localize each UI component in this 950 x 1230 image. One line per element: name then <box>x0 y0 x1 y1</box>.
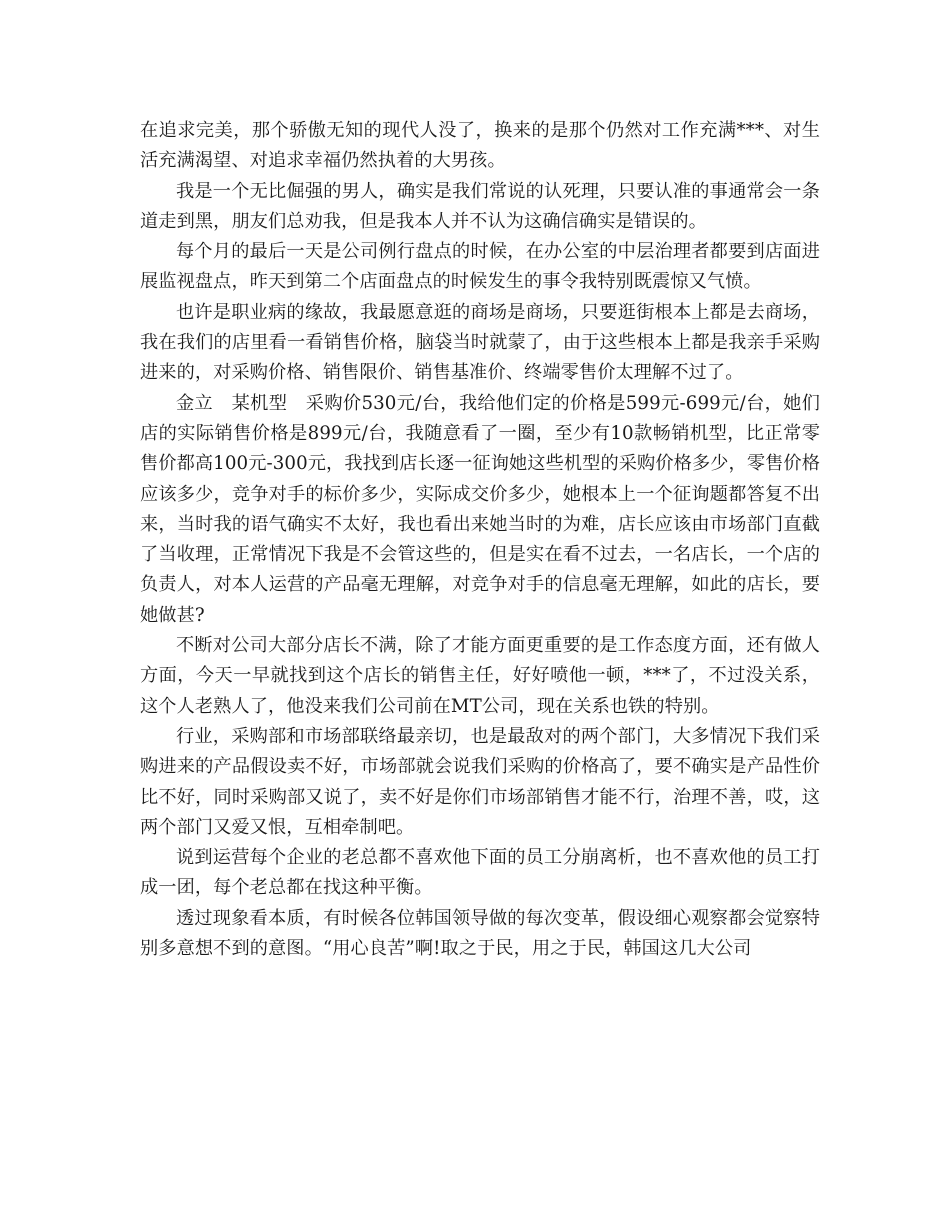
paragraph: 行业，采购部和市场部联络最亲切，也是最敌对的两个部门，大多情况下我们采购进来的产品假设卖不好，市场部就会说我们采购的价格高了，要不确实是产品性价比不好，同时采购部又说了，卖不好是你们市场部销售才能不行，治理不善，哎，这两个部门又爱又恨，互相牵制吧。 <box>140 725 820 838</box>
paragraph: 说到运营每个企业的老总都不喜欢他下面的员工分崩离析，也不喜欢他的员工打成一团，每个老总都在找这种平衡。 <box>140 847 820 899</box>
paragraph: 也许是职业病的缘故，我最愿意逛的商场是商场，只要逛街根本上都是去商场，我在我们的店里看一看销售价格，脑袋当时就蒙了，由于这些根本上都是我亲手采购进来的，对采购价格、销售限价、销售基准价、终端零售价太理解不过了。 <box>140 301 820 384</box>
paragraph: 透过现象看本质，有时候各位韩国领导做的每次变革，假设细心观察都会觉察特别多意想不到的意图。“用心良苦”啊!取之于民，用之于民，韩国这几大公司 <box>140 907 820 960</box>
paragraph: 不断对公司大部分店长不满，除了才能方面更重要的是工作态度方面，还有做人方面，今天一早就找到这个店长的销售主任，好好喷他一顿，***了，不过没关系，这个人老熟人了，他没来我们公司前在MT公司，现在关系也铁的特别。 <box>140 635 820 717</box>
paragraph: 在追求完美，那个骄傲无知的现代人没了，换来的是那个仍然对工作充满***、对生活充满渴望、对追求幸福仍然执着的大男孩。 <box>140 120 820 172</box>
paragraph: 每个月的最后一天是公司例行盘点的时候，在办公室的中层治理者都要到店面进展监视盘点，昨天到第二个店面盘点的时候发生的事令我特别既震惊又气愤。 <box>140 241 820 293</box>
paragraph: 金立 某机型 采购价530元/台，我给他们定的价格是599元-699元/台，她们店的实际销售价格是899元/台，我随意看了一圈，至少有10款畅销机型，比正常零售价都高100元-300元，我找到店长逐一征询她这些机型的采购价格多少，零售价格应该多少，竞争对手的标价多少，实际成交价多少，她根本上一个征询题都答复不出来，当时我的语气确实不太好，我也看出来她当时的为难，店长应该由市场部门直截了当收理，正常情况下我是不会管这些的，但是实在看不过去，一名店长，一个店的负责人，对本人运营的产品毫无理解，对竞争对手的信息毫无理解，如此的店长，要她做甚? <box>140 392 820 626</box>
paragraph: 我是一个无比倔强的男人，确实是我们常说的认死理，只要认准的事通常会一条道走到黑，朋友们总劝我，但是我本人并不认为这确信确实是错误的。 <box>140 180 820 232</box>
document-body <box>140 116 820 964</box>
